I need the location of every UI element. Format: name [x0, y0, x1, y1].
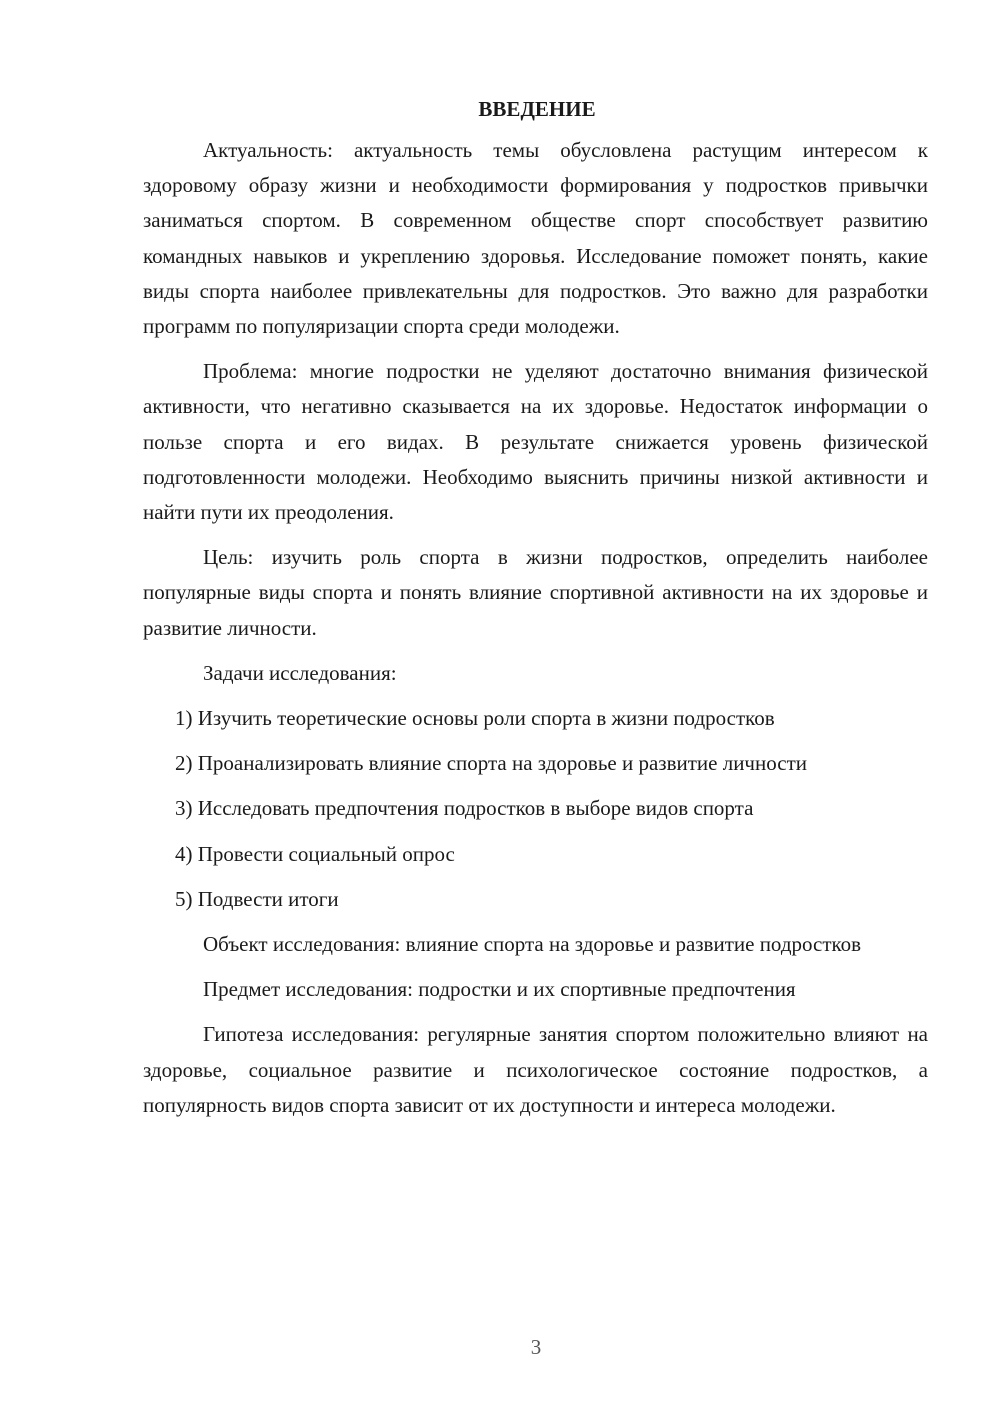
- document-page: [143, 92, 928, 1133]
- tasks-heading: Задачи исследования:: [203, 660, 397, 685]
- task-item-5: 5) Подвести итоги: [175, 886, 339, 911]
- relevance-paragraph: Актуальность: актуальность темы обусловлена растущим интересом к здоровому образу жизни и необходимости формирования у подростков привычки заниматься спортом. В современном обществе спорт способствует развитию командных навыков и укреплению здоровья. Исследование поможет понять, какие виды спорта наиболее привлекательны для подростков. Это важно для разработки программ по популяризации спорта среди молодежи.: [143, 138, 928, 339]
- task-item-1: 1) Изучить теоретические основы роли спорта в жизни подростков: [175, 706, 775, 731]
- hypothesis-paragraph: Гипотеза исследования: регулярные занятия спортом положительно влияют на здоровье, социальное развитие и психологическое состояние подростков, а популярность видов спорта зависит от их доступности и интереса молодежи.: [143, 1022, 928, 1117]
- page-number: 3: [530, 1335, 542, 1359]
- task-item-2: 2) Проанализировать влияние спорта на здоровье и развитие личности: [175, 751, 807, 776]
- object-paragraph: Объект исследования: влияние спорта на здоровье и развитие подростков: [203, 932, 862, 957]
- task-item-3: 3) Исследовать предпочтения подростков в выборе видов спорта: [175, 796, 754, 821]
- goal-paragraph: Цель: изучить роль спорта в жизни подростков, определить наиболее популярные виды спорта и понять влияние спортивной активности на их здоровье и развитие личности.: [143, 545, 928, 640]
- subject-paragraph: Предмет исследования: подростки и их спортивные предпочтения: [203, 977, 796, 1002]
- task-item-4: 4) Провести социальный опрос: [175, 841, 455, 866]
- problem-paragraph: Проблема: многие подростки не уделяют достаточно внимания физической активности, что негативно сказывается на их здоровье. Недостаток информации о пользе спорта и его видах. В результате снижается уровень физической подготовленности молодежи. Необходимо выяснить причины низкой активности и найти пути их преодоления.: [143, 359, 928, 525]
- section-title: ВВЕДЕНИЕ: [478, 97, 596, 121]
